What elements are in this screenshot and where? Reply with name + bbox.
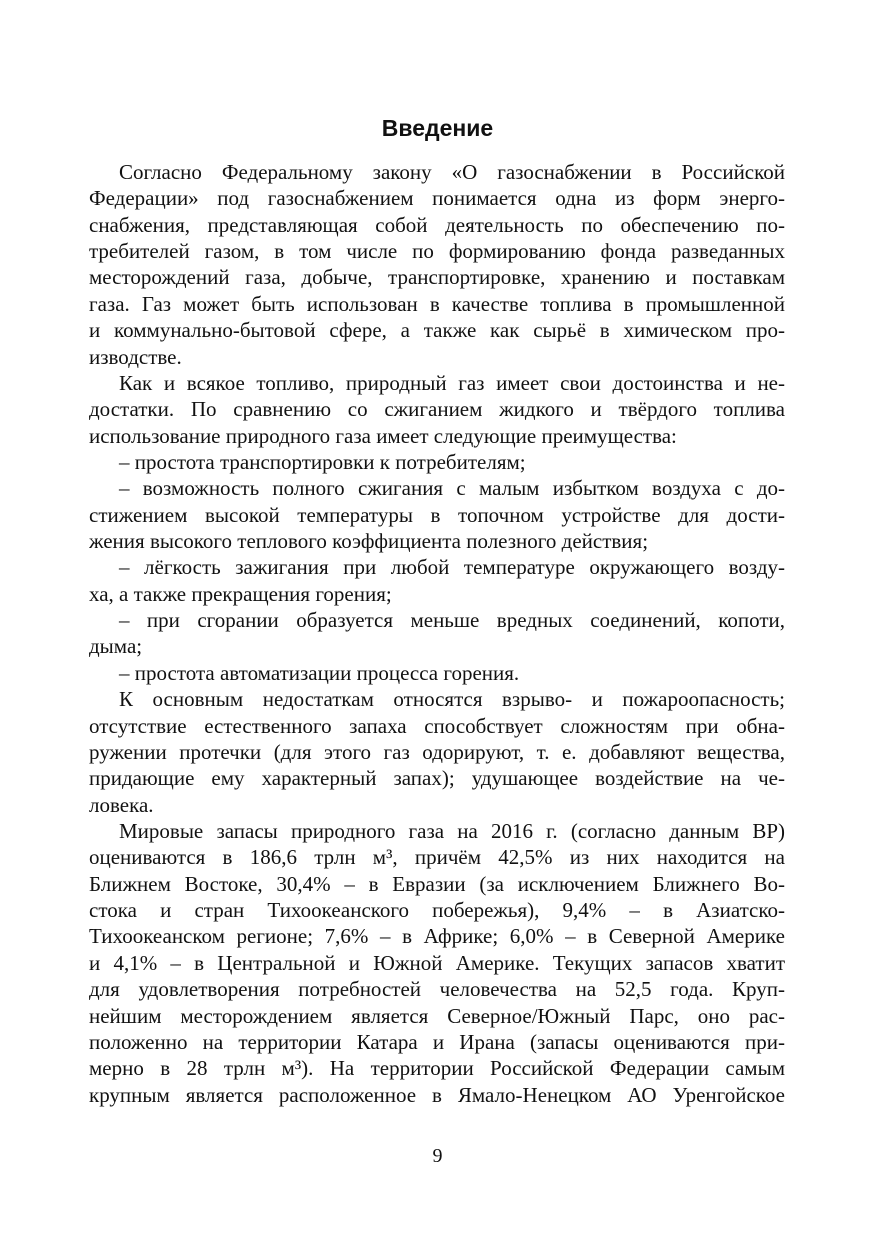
text-line: изводстве. [89, 344, 182, 369]
paragraph [89, 818, 785, 1108]
text-line: Тихоокеанском регионе; 7,6% – в Африке; 6,0% – в Северной Америке [89, 924, 785, 949]
list-item [89, 660, 785, 686]
text-line: использование природного газа имеет следующие преимущества: [89, 423, 677, 448]
text-line: – при сгорании образуется меньше вредных соединений, копоти, [119, 608, 785, 633]
text-line: Как и всякое топливо, природный газ имеет свои достоинства и не- [119, 370, 785, 395]
text-line: отсутствие естественного запаха способствует сложностям при обна- [89, 713, 785, 738]
text-line: мерно в 28 трлн м³). На территории Российской Федерации самым [89, 1056, 785, 1081]
text-line: крупным является расположенное в Ямало-Ненецком АО Уренгойское [89, 1082, 785, 1107]
text-line: достатки. По сравнению со сжиганием жидкого и твёрдого топлива [89, 397, 785, 422]
text-line: Мировые запасы природного газа на 2016 г. (согласно данным BP) [119, 818, 785, 843]
list-item [89, 607, 785, 660]
page-number: 9 [432, 1145, 443, 1167]
paragraph [89, 370, 785, 449]
text-line: жения высокого теплового коэффициента полезного действия; [89, 529, 649, 554]
text-line: ловека. [89, 792, 154, 817]
text-line: месторождений газа, добыче, транспортировке, хранению и поставкам [89, 265, 785, 290]
text-line: Ближнем Востоке, 30,4% – в Евразии (за исключением Ближнего Во- [89, 871, 785, 896]
text-line: ружении протечки (для этого газ одорируют, т. е. добавляют вещества, [89, 739, 785, 764]
text-line: оцениваются в 186,6 трлн м³, причём 42,5% из них находится на [89, 845, 785, 870]
text-line: для удовлетворения потребностей человечества на 52,5 года. Круп- [89, 977, 785, 1002]
text-line: К основным недостаткам относятся взрыво- и пожароопасность; [119, 687, 785, 712]
text-line: положенно на территории Катара и Ирана (запасы оцениваются при- [89, 1029, 785, 1054]
text-line: газа. Газ может быть использован в качестве топлива в промышленной [89, 291, 785, 316]
text-line: требителей газом, в том числе по формированию фонда разведанных [89, 239, 785, 264]
text-line: ха, а также прекращения горения; [89, 581, 392, 606]
paragraph [89, 686, 785, 818]
text-line: нейшим месторождением является Северное/Южный Парс, оно рас- [89, 1003, 785, 1028]
paragraph [89, 159, 785, 370]
text-line: – простота транспортировки к потребителям; [119, 449, 526, 474]
text-line: снабжения, представляющая собой деятельность по обеспечению по- [89, 212, 785, 237]
body-text [89, 159, 785, 1108]
text-line: стижением высокой температуры в топочном устройстве для дости- [89, 502, 785, 527]
text-line: – возможность полного сжигания с малым избытком воздуха с до- [119, 476, 785, 501]
section-title: Введение [381, 115, 494, 141]
text-line: Федерации» под газоснабжением понимается одна из форм энерго- [89, 186, 785, 211]
text-line: и коммунально-бытовой сфере, а также как сырьё в химическом про- [89, 318, 785, 343]
text-line: и 4,1% – в Центральной и Южной Америке. Текущих запасов хватит [89, 950, 785, 975]
text-line: придающие ему характерный запах); удушающее воздействие на че- [89, 766, 785, 791]
text-line: – лёгкость зажигания при любой температуре окружающего возду- [119, 555, 785, 580]
text-line: – простота автоматизации процесса горения. [119, 660, 520, 685]
text-line: дыма; [89, 634, 143, 659]
list-item [89, 475, 785, 554]
list-item [89, 554, 785, 607]
text-line: Согласно Федеральному закону «О газоснабжении в Российской [119, 160, 785, 184]
list-item [89, 449, 785, 475]
text-line: стока и стран Тихоокеанского побережья), 9,4% – в Азиатско- [89, 898, 785, 923]
